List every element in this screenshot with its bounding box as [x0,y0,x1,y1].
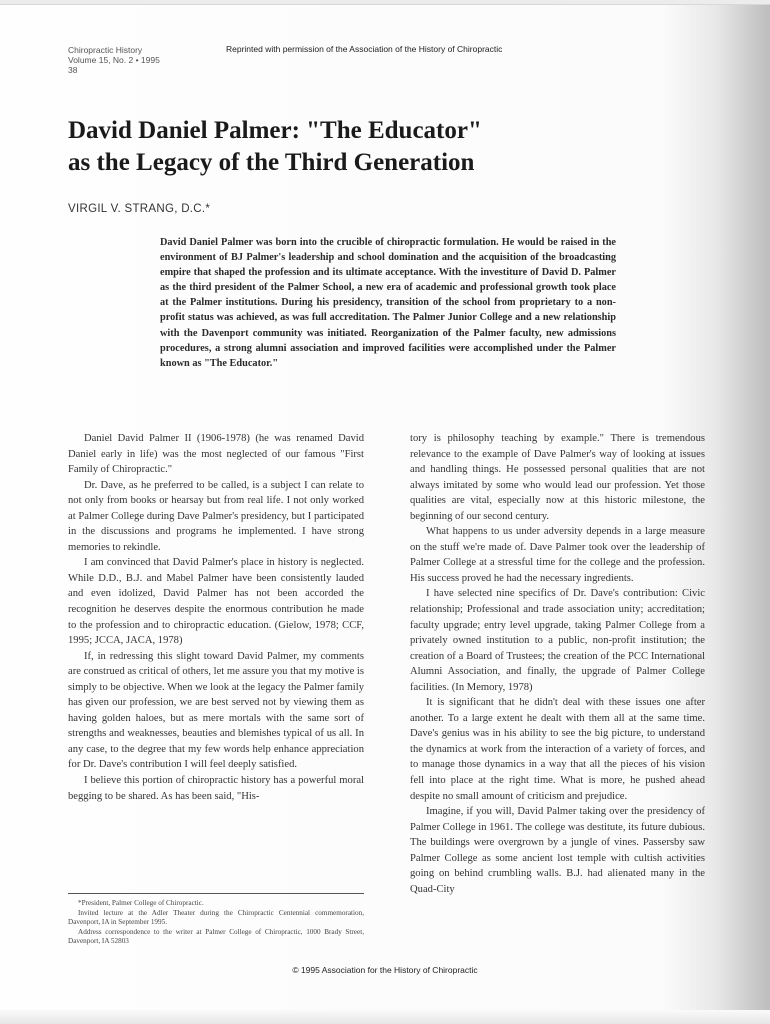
paragraph: I have selected nine specifics of Dr. Dave's contribution: Civic relationship; Professional and trade association unity; accreditation; faculty upgrade; entry level upgrade, taking Palmer College from a privately owned institution to a public, non-profit institution; the creation of a Board of Trustees; the creation of the PCC International Alumni Association, and finally, the upgrade of Palmer College facilities. (In Memory, 1978) [410,588,705,693]
bottom-edge [0,1010,770,1024]
paragraph: If, in redressing this slight toward David Palmer, my comments are construed as critical of others, let me assure you that my motive is simply to be objective. When we look at the legacy the Palmer family has given our profession, we are best served not by viewing them as having golden haloes, but as mere mortals with the same sort of strengths and weaknesses, beauties and blemishes typical of us all. In any case, to the degree that my few words help enhance appreciation for Dr. Dave's contribution I will feel deeply satisfied. [68,650,364,771]
footnotes [68,899,364,947]
title-line: David Daniel Palmer: "The Educator" [68,117,482,144]
footnote: *President, Palmer College of Chiropractic. [78,899,204,907]
author-name: VIRGIL V. STRANG, D.C.* [68,203,211,215]
paragraph: Imagine, if you will, David Palmer taking over the presidency of Palmer College in 1961. The college was destitute, its future dubious. The buildings were overgrown by a jungle of vines. Passersby saw Palmer College as some ancient lost temple with cultish activities going on behind crumbling walls. B.J. had alienated many in the Quad-City [410,806,705,895]
footnote-rule [68,893,364,894]
paragraph: tory is philosophy teaching by example." There is tremendous relevance to the example of Dave Palmer's way of looking at issues and handling things. He possessed personal qualities that are not always imitated by some who would lead our profession. Yet those qualities are vital, especially now at this historic milestone, the beginning of our second century. [410,433,705,522]
top-edge [0,0,770,5]
paragraph: Daniel David Palmer II (1906-1978) (he was renamed David Daniel early in life) was the most neglected of our famous "First Family of Chiropractic." [68,433,364,476]
body-right-column [410,431,705,897]
paragraph: I believe this portion of chiropractic history has a powerful moral begging to be shared. As has been said, "His- [68,775,364,802]
journal-info [68,45,160,75]
paragraph: Dr. Dave, as he preferred to be called, is a subject I can relate to not only from books or hearsay but from real life. I not only worked at Palmer College during Dave Palmer's presidency, but I participated in the discussions and programs he implemented. I have strong memories to rekindle. [68,479,364,553]
copyright-footer: © 1995 Association for the History of Chiropractic [292,965,478,975]
footnote: Invited lecture at the Adler Theater during the Chiropractic Centennial commemoration, Davenport, IA in September 1995. [68,908,364,927]
paragraph: It is significant that he didn't deal with these issues one after another. To a large extent he dealt with them all at the same time. Dave's genius was in his ability to see the big picture, to understand the dynamics at work from the interaction of a variety of forces, and to manage those dynamics in a way that all the pieces of his vision fell into place at the right time. What is more, he pushed ahead despite no small amount of criticism and prejudice. [410,697,705,802]
page-number: 38 [68,65,78,75]
reprint-notice: Reprinted with permission of the Association of the History of Chiropractic [226,44,503,54]
title-line: as the Legacy of the Third Generation [68,149,475,176]
paragraph: I am convinced that David Palmer's place in history is neglected. While D.D., B.J. and Mabel Palmer have been consistently lauded and even idolized, David Palmer has not been accorded the recognition he deserves despite the enormous contribution he made to the profession and to chiropractic education. (Gielow, 1978; CCF, 1995; JCCA, JACA, 1978) [68,557,364,647]
paragraph: What happens to us under adversity depends in a large measure on the stuff we're made of. Dave Palmer took over the leadership of Palmer College at a stressful time for the college and the profession. His success proved he had the necessary ingredients. [410,526,705,584]
journal-name: Chiropractic History [68,45,143,55]
abstract: David Daniel Palmer was born into the crucible of chiropractic formulation. He would be raised in the environment of BJ Palmer's leadership and school domination and the acquisition of the broadcasting empire that shaped the profession and its ultimate acceptance. With the investiture of David D. Palmer as the third president of the Palmer School, a new era of academic and professional growth took place at the Palmer institutions. During his presidency, transition of the school from proprietary to a non-profit status was achieved, as was full accreditation. The Palmer Junior College and a new relationship with the Davenport community was initiated. Reorganization of the Palmer faculty, new admissions procedures, a strong alumni association and improved facilities were accomplished under the Palmer known as "The Educator." [160,237,616,369]
article-title [68,115,688,179]
journal-volume: Volume 15, No. 2 • 1995 [68,55,160,65]
body-left-column [68,431,364,804]
footnote: Address correspondence to the writer at Palmer College of Chiropractic, 1000 Brady Street, Davenport, IA 52803 [68,927,364,946]
